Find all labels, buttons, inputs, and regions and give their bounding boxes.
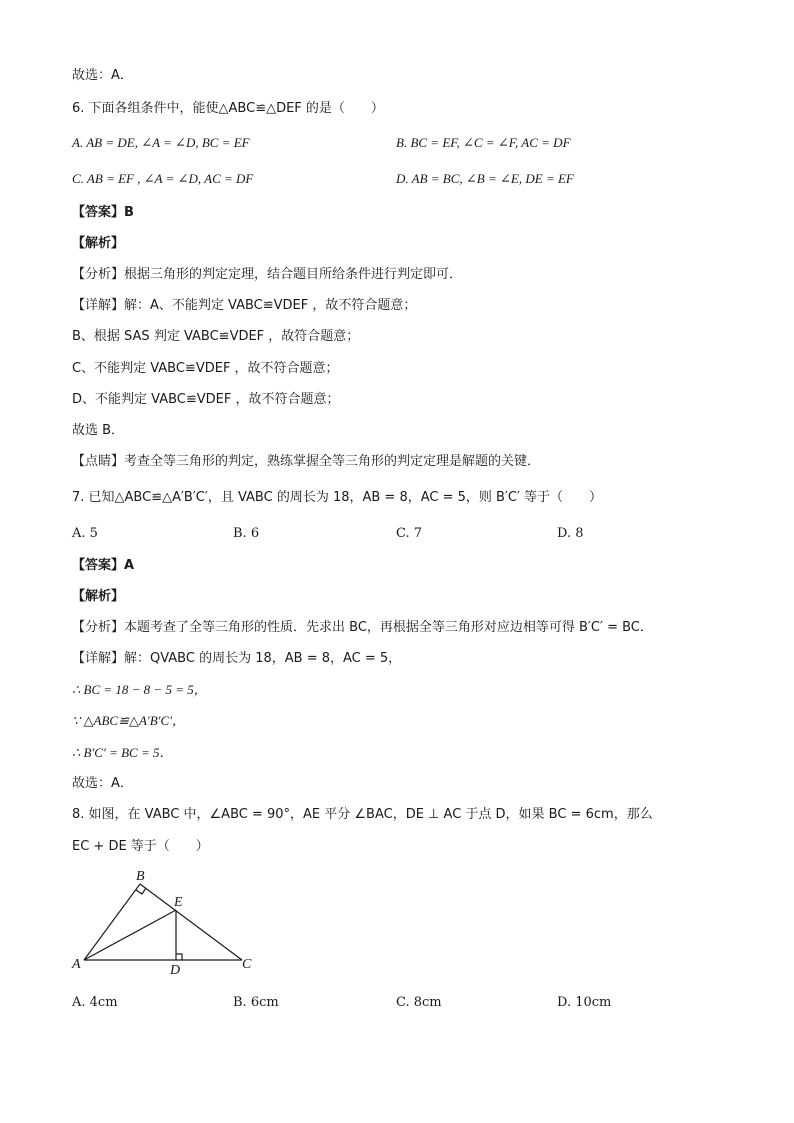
q7-step-3: ∴ B′C′ = BC = 5．: [72, 745, 173, 760]
q6-analysis: 【分析】根据三角形的判定定理，结合题目所给条件进行判定即可．: [72, 267, 463, 282]
label-c: C: [242, 957, 252, 972]
q7-option-c: C. 7: [396, 526, 423, 541]
q6-option-c: C. AB = EF , ∠A = ∠D, AC = DF: [72, 171, 254, 186]
line-answer-prev: 故选：A．: [72, 68, 133, 83]
q6-detail: 【详解】解：A、不能判定 VABC≌VDEF ，故不符合题意；: [72, 298, 417, 313]
q7-analysis-heading: 【解析】: [72, 589, 125, 604]
q7-option-b: B. 6: [233, 526, 260, 541]
segment-bc: [140, 884, 242, 960]
q8-option-c: C. 8cm: [396, 995, 442, 1010]
q7-analysis: 【分析】本题考查了全等三角形的性质．先求出 BC，再根据全等三角形对应边相等可得 B′C′ = BC．: [72, 620, 653, 635]
q8-option-b: B. 6cm: [233, 995, 279, 1010]
q6-analysis-heading: 【解析】: [72, 236, 125, 251]
q6-answer: 【答案】B: [72, 205, 134, 220]
question-6: 6. 下面各组条件中，能使△ABC≌△DEF 的是（ ）: [72, 101, 384, 116]
q7-option-a: A. 5: [72, 526, 98, 541]
q7-answer: 【答案】A: [72, 558, 135, 573]
q6-option-d: D. AB = BC, ∠B = ∠E, DE = EF: [396, 171, 574, 186]
q7-choice: 故选：A．: [72, 776, 133, 791]
label-a: A: [72, 957, 81, 972]
segment-ab: [84, 884, 140, 960]
q6-detail-c: C、不能判定 VABC≌VDEF ，故不符合题意；: [72, 361, 339, 376]
right-angle-b: [136, 888, 146, 894]
q8-option-d: D. 10cm: [557, 995, 612, 1010]
label-b: B: [136, 869, 145, 884]
q8-option-a: A. 4cm: [72, 995, 118, 1010]
segment-ae: [84, 910, 176, 960]
q7-option-d: D. 8: [557, 526, 584, 541]
question-8-line-1: 8. 如图，在 VABC 中，∠ABC = 90°，AE 平分 ∠BAC，DE ⊥ AC 于点 D，如果 BC = 6cm，那么: [72, 807, 653, 822]
q7-step-1: ∴ BC = 18 − 8 − 5 = 5，: [72, 682, 207, 697]
label-e: E: [174, 895, 183, 910]
q6-option-a: A. AB = DE, ∠A = ∠D, BC = EF: [72, 135, 250, 150]
q7-detail: 【详解】解：QVABC 的周长为 18，AB = 8，AC = 5，: [72, 651, 402, 666]
triangle-figure: [70, 868, 270, 978]
q6-choice: 故选 B．: [72, 423, 125, 438]
right-angle-d: [176, 954, 182, 960]
label-d: D: [170, 963, 181, 978]
question-8-line-2: EC + DE 等于（ ）: [72, 839, 209, 854]
q6-detail-d: D、不能判定 VABC≌VDEF ，故不符合题意；: [72, 392, 340, 407]
q6-option-b: B. BC = EF, ∠C = ∠F, AC = DF: [396, 135, 571, 150]
q6-detail-b: B、根据 SAS 判定 VABC≌VDEF ，故符合题意；: [72, 329, 360, 344]
q7-step-2: ∵ △ABC≌△A′B′C′，: [72, 713, 186, 728]
q6-comment: 【点睛】考查全等三角形的判定，熟练掌握全等三角形的判定定理是解题的关键．: [72, 454, 541, 469]
question-7: 7. 已知△ABC≌△A′B′C′，且 VABC 的周长为 18，AB = 8，AC = 5，则 B′C′ 等于（ ）: [72, 490, 603, 505]
